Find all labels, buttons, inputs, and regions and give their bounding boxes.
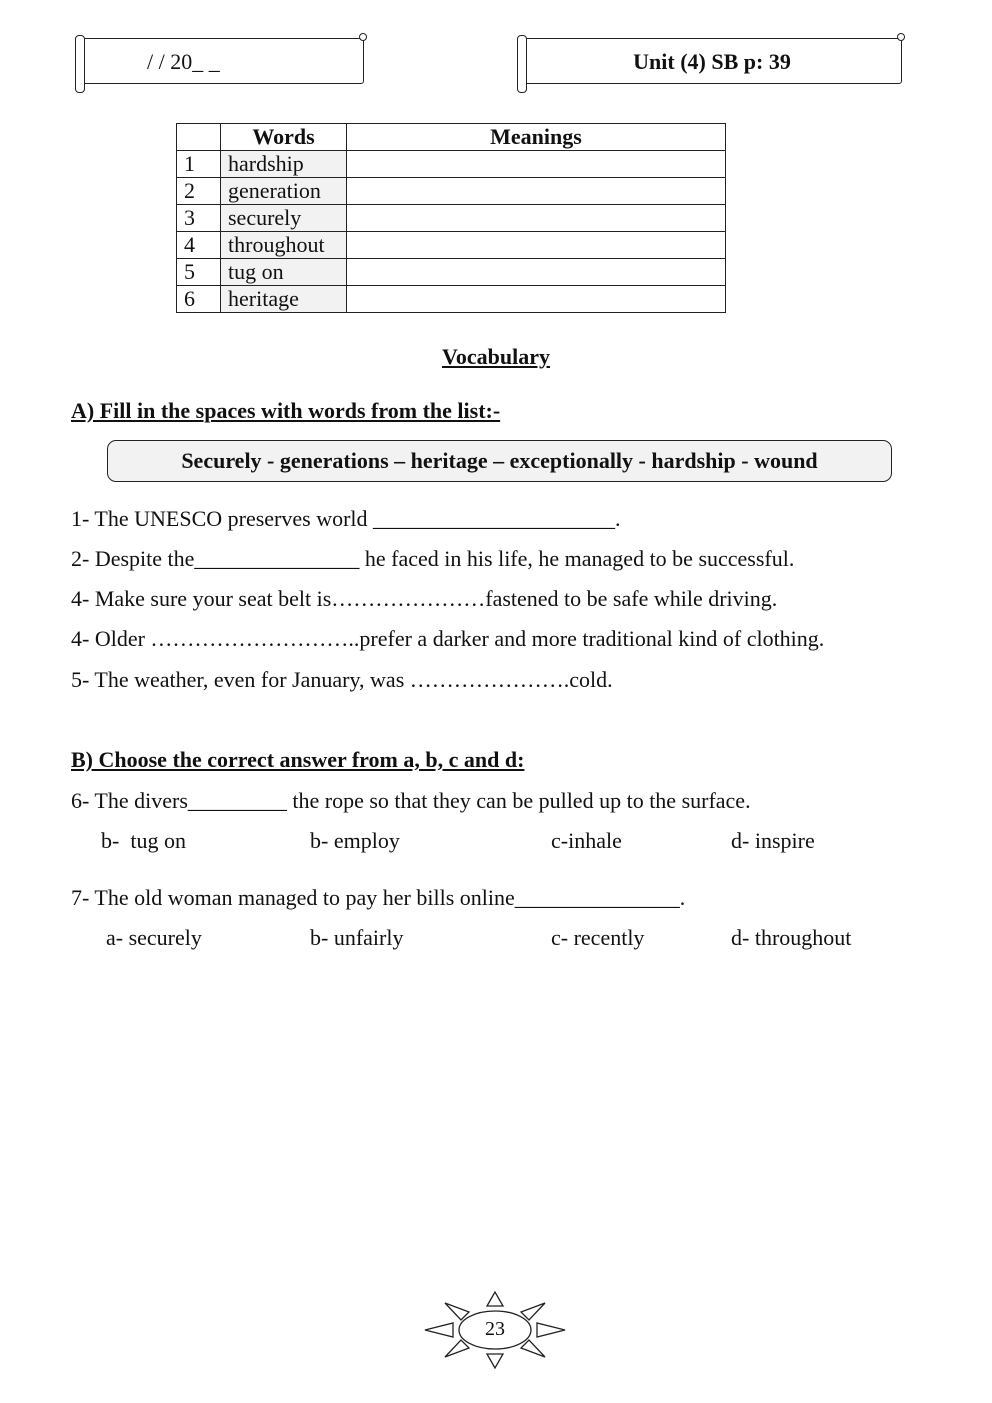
section-a-title: A) Fill in the spaces with words from the list:- (71, 398, 501, 423)
vocab-table (176, 123, 726, 313)
table-row (177, 205, 726, 232)
date-field: / / 20_ _ (147, 49, 220, 74)
row-number: 3 (177, 205, 221, 232)
question-7-option-d[interactable]: d- throughout (731, 925, 852, 950)
table-row (177, 259, 726, 286)
vocabulary-heading: Vocabulary (442, 344, 550, 369)
row-meaning-blank[interactable] (347, 205, 726, 232)
row-meaning-blank[interactable] (347, 259, 726, 286)
page-number: 23 (485, 1318, 505, 1340)
question-6-option-a[interactable]: b- tug on (101, 828, 186, 853)
unit-banner (522, 38, 902, 84)
fill-item-1[interactable]: 1- The UNESCO preserves world ______________________. (71, 506, 621, 531)
fill-item-3[interactable]: 4- Make sure your seat belt is…………………fastened to be safe while driving. (71, 586, 778, 611)
row-number: 4 (177, 232, 221, 259)
question-7-option-c[interactable]: c- recently (551, 925, 645, 950)
date-banner (80, 38, 364, 84)
question-7-stem: 7- The old woman managed to pay her bills online_______________. (71, 885, 686, 910)
section-b-title: B) Choose the correct answer from a, b, c and d: (71, 747, 525, 772)
row-number: 2 (177, 178, 221, 205)
row-meaning-blank[interactable] (347, 232, 726, 259)
question-7-option-a[interactable]: a- securely (106, 925, 202, 950)
fill-item-4[interactable]: 4- Older ………………………..prefer a darker and more traditional kind of clothing. (71, 626, 825, 651)
table-row (177, 286, 726, 313)
table-row (177, 151, 726, 178)
question-7-option-b[interactable]: b- unfairly (310, 925, 404, 950)
table-row (177, 178, 726, 205)
table-row (177, 232, 726, 259)
row-number: 5 (177, 259, 221, 286)
fill-item-5[interactable]: 5- The weather, even for January, was ………………….cold. (71, 667, 613, 692)
question-6-option-c[interactable]: c-inhale (551, 828, 622, 853)
row-word: generation (221, 178, 347, 205)
row-word: securely (221, 205, 347, 232)
question-6-option-d[interactable]: d- inspire (731, 828, 815, 853)
row-word: throughout (221, 232, 347, 259)
row-meaning-blank[interactable] (347, 286, 726, 313)
column-header-meanings: Meanings (347, 124, 726, 151)
row-meaning-blank[interactable] (347, 151, 726, 178)
row-meaning-blank[interactable] (347, 178, 726, 205)
row-word: hardship (221, 151, 347, 178)
row-word: heritage (221, 286, 347, 313)
unit-reference: Unit (4) SB p: 39 (633, 49, 791, 74)
row-word: tug on (221, 259, 347, 286)
word-list-box: Securely - generations – heritage – exceptionally - hardship - wound (107, 440, 892, 482)
column-header-number (177, 124, 221, 151)
fill-item-2[interactable]: 2- Despite the_______________ he faced in his life, he managed to be successful. (71, 546, 795, 571)
table-header-row (177, 124, 726, 151)
question-6-stem: 6- The divers_________ the rope so that they can be pulled up to the surface. (71, 788, 751, 813)
row-number: 6 (177, 286, 221, 313)
question-6-option-b[interactable]: b- employ (310, 828, 400, 853)
row-number: 1 (177, 151, 221, 178)
column-header-words: Words (221, 124, 347, 151)
page-number-ornament (423, 1290, 567, 1370)
